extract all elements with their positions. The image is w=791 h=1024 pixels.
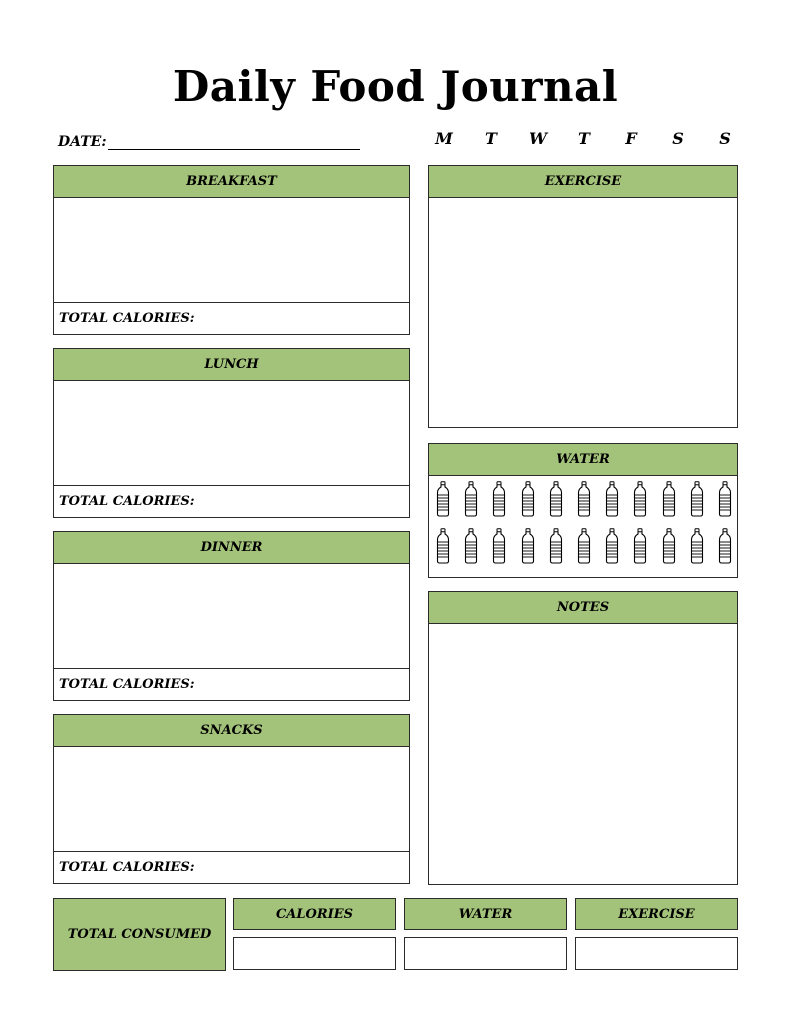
breakfast-section[interactable] bbox=[53, 165, 410, 335]
weekday-selector bbox=[428, 128, 740, 152]
summary-calories-header: CALORIES bbox=[233, 898, 396, 930]
day-tuesday[interactable]: T bbox=[485, 129, 497, 148]
date-label: DATE: bbox=[58, 134, 107, 150]
notes-header: NOTES bbox=[429, 592, 737, 624]
water-bottle-icon[interactable] bbox=[605, 528, 619, 564]
day-sunday[interactable]: S bbox=[719, 129, 731, 148]
summary-water-header: WATER bbox=[404, 898, 567, 930]
dinner-header: DINNER bbox=[54, 532, 409, 564]
water-bottle-icon[interactable] bbox=[633, 528, 647, 564]
notes-section[interactable] bbox=[428, 591, 738, 885]
date-line[interactable] bbox=[108, 134, 360, 150]
water-bottle-icon[interactable] bbox=[464, 481, 478, 517]
day-wednesday[interactable]: W bbox=[529, 129, 547, 148]
total-consumed-label: TOTAL CONSUMED bbox=[53, 898, 226, 971]
water-bottle-icon[interactable] bbox=[436, 528, 450, 564]
water-bottle-icon[interactable] bbox=[549, 481, 563, 517]
water-header: WATER bbox=[429, 444, 737, 476]
summary-exercise-header: EXERCISE bbox=[575, 898, 738, 930]
water-bottle-icon[interactable] bbox=[718, 481, 732, 517]
day-thursday[interactable]: T bbox=[578, 129, 590, 148]
lunch-header: LUNCH bbox=[54, 349, 409, 381]
breakfast-header: BREAKFAST bbox=[54, 166, 409, 198]
water-bottle-grid bbox=[429, 476, 737, 577]
exercise-section[interactable] bbox=[428, 165, 738, 428]
water-bottle-icon[interactable] bbox=[690, 481, 704, 517]
day-saturday[interactable]: S bbox=[672, 129, 684, 148]
water-bottle-icon[interactable] bbox=[492, 481, 506, 517]
water-bottle-icon[interactable] bbox=[577, 528, 591, 564]
water-bottle-icon[interactable] bbox=[690, 528, 704, 564]
water-bottle-icon[interactable] bbox=[521, 481, 535, 517]
lunch-section[interactable] bbox=[53, 348, 410, 518]
summary-water-field[interactable] bbox=[404, 937, 567, 970]
water-section bbox=[428, 443, 738, 578]
date-field[interactable] bbox=[58, 130, 360, 150]
breakfast-total-calories[interactable]: TOTAL CALORIES: bbox=[54, 302, 409, 334]
snacks-section[interactable] bbox=[53, 714, 410, 884]
water-bottle-icon[interactable] bbox=[662, 481, 676, 517]
summary-calories-field[interactable] bbox=[233, 937, 396, 970]
water-bottle-icon[interactable] bbox=[577, 481, 591, 517]
exercise-header: EXERCISE bbox=[429, 166, 737, 198]
summary-exercise-field[interactable] bbox=[575, 937, 738, 970]
dinner-total-calories[interactable]: TOTAL CALORIES: bbox=[54, 668, 409, 700]
page-title: Daily Food Journal bbox=[172, 62, 619, 111]
water-bottle-icon[interactable] bbox=[492, 528, 506, 564]
water-bottle-icon[interactable] bbox=[549, 528, 563, 564]
snacks-total-calories[interactable]: TOTAL CALORIES: bbox=[54, 851, 409, 883]
day-friday[interactable]: F bbox=[625, 129, 637, 148]
water-bottle-icon[interactable] bbox=[521, 528, 535, 564]
water-bottle-icon[interactable] bbox=[436, 481, 450, 517]
water-bottle-icon[interactable] bbox=[718, 528, 732, 564]
water-bottle-icon[interactable] bbox=[464, 528, 478, 564]
dinner-section[interactable] bbox=[53, 531, 410, 701]
lunch-total-calories[interactable]: TOTAL CALORIES: bbox=[54, 485, 409, 517]
water-bottle-icon[interactable] bbox=[605, 481, 619, 517]
day-monday[interactable]: M bbox=[435, 129, 453, 148]
water-bottle-icon[interactable] bbox=[633, 481, 647, 517]
water-bottle-icon[interactable] bbox=[662, 528, 676, 564]
snacks-header: SNACKS bbox=[54, 715, 409, 747]
